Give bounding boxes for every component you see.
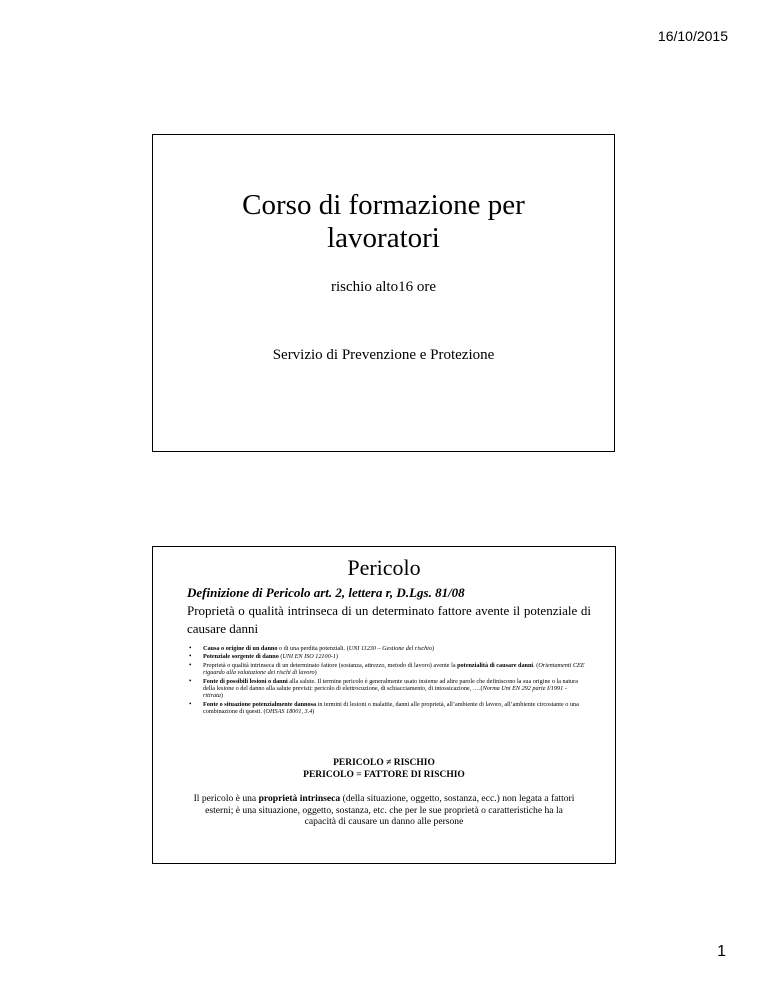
print-date: 16/10/2015 (657, 28, 728, 44)
slide-pericolo-title: Pericolo (347, 555, 421, 580)
slide-title (152, 134, 615, 452)
list-item: • Fonte o situazione potenzialmente dannosa in termini di lesioni o malattie, danni alle proprietà, all’ambiente di lavoro, all’ambiente circostante o una combinazione di questi. (OHSAS 18001, 3.4) (189, 701, 585, 716)
pericolo-equations (153, 757, 615, 781)
slide-pericolo (152, 546, 616, 864)
title-line-2: lavoratori (327, 222, 440, 254)
definition-text: Proprietà o qualità intrinseca di un determinato fattore avente il potenziale di causare danni (187, 603, 591, 636)
course-subtitle: rischio alto16 ore (331, 279, 436, 295)
slide-title-heading (153, 189, 614, 255)
definition-heading: Definizione di Pericolo art. 2, lettera r, D.Lgs. 81/08 (187, 585, 465, 600)
service-name: Servizio di Prevenzione e Protezione (272, 347, 495, 363)
list-item: • Causa o origine di un danno o di una perdita potenziali. (UNI 11230 – Gestione del rischio) (189, 645, 585, 652)
summary-paragraph: Il pericolo è una proprietà intrinseca (della situazione, oggetto, sostanza, ecc.) non legata a fattori esterni; è una situazione, oggetto, sostanza, etc. che per le sue proprietà o caratteristiche ha la capacità di causare un danno alle persone (193, 793, 575, 827)
definitions-list (189, 645, 585, 717)
list-item: • Potenziale sorgente di danno (UNI EN ISO 12100-1) (189, 653, 585, 660)
title-line-1: Corso di formazione per (242, 189, 525, 221)
equation-not-equal: PERICOLO ≠ RISCHIO (333, 758, 435, 768)
list-item: • Fonte di possibili lesioni o danni alla salute. Il termine pericolo è generalmente usato insieme ad altre parole che definiscono la sua origine o la natura della lesione o del danno alla salute previsti: pericolo di elettrocuzione, di schiacciamento, di intossicazione, ….(Norma Uni EN 292 parte I/1991 - ritirata) (189, 678, 585, 700)
equation-equal: PERICOLO = FATTORE DI RISCHIO (303, 770, 465, 780)
page-number: 1 (717, 943, 726, 960)
list-item: • Proprietà o qualità intrinseca di un determinato fattore (sostanza, attrezzo, metodo di lavoro) avente la potenzialità di causare danni. (Orientamenti CEE riguardo alla valutazione dei rischi di lavoro) (189, 662, 585, 677)
